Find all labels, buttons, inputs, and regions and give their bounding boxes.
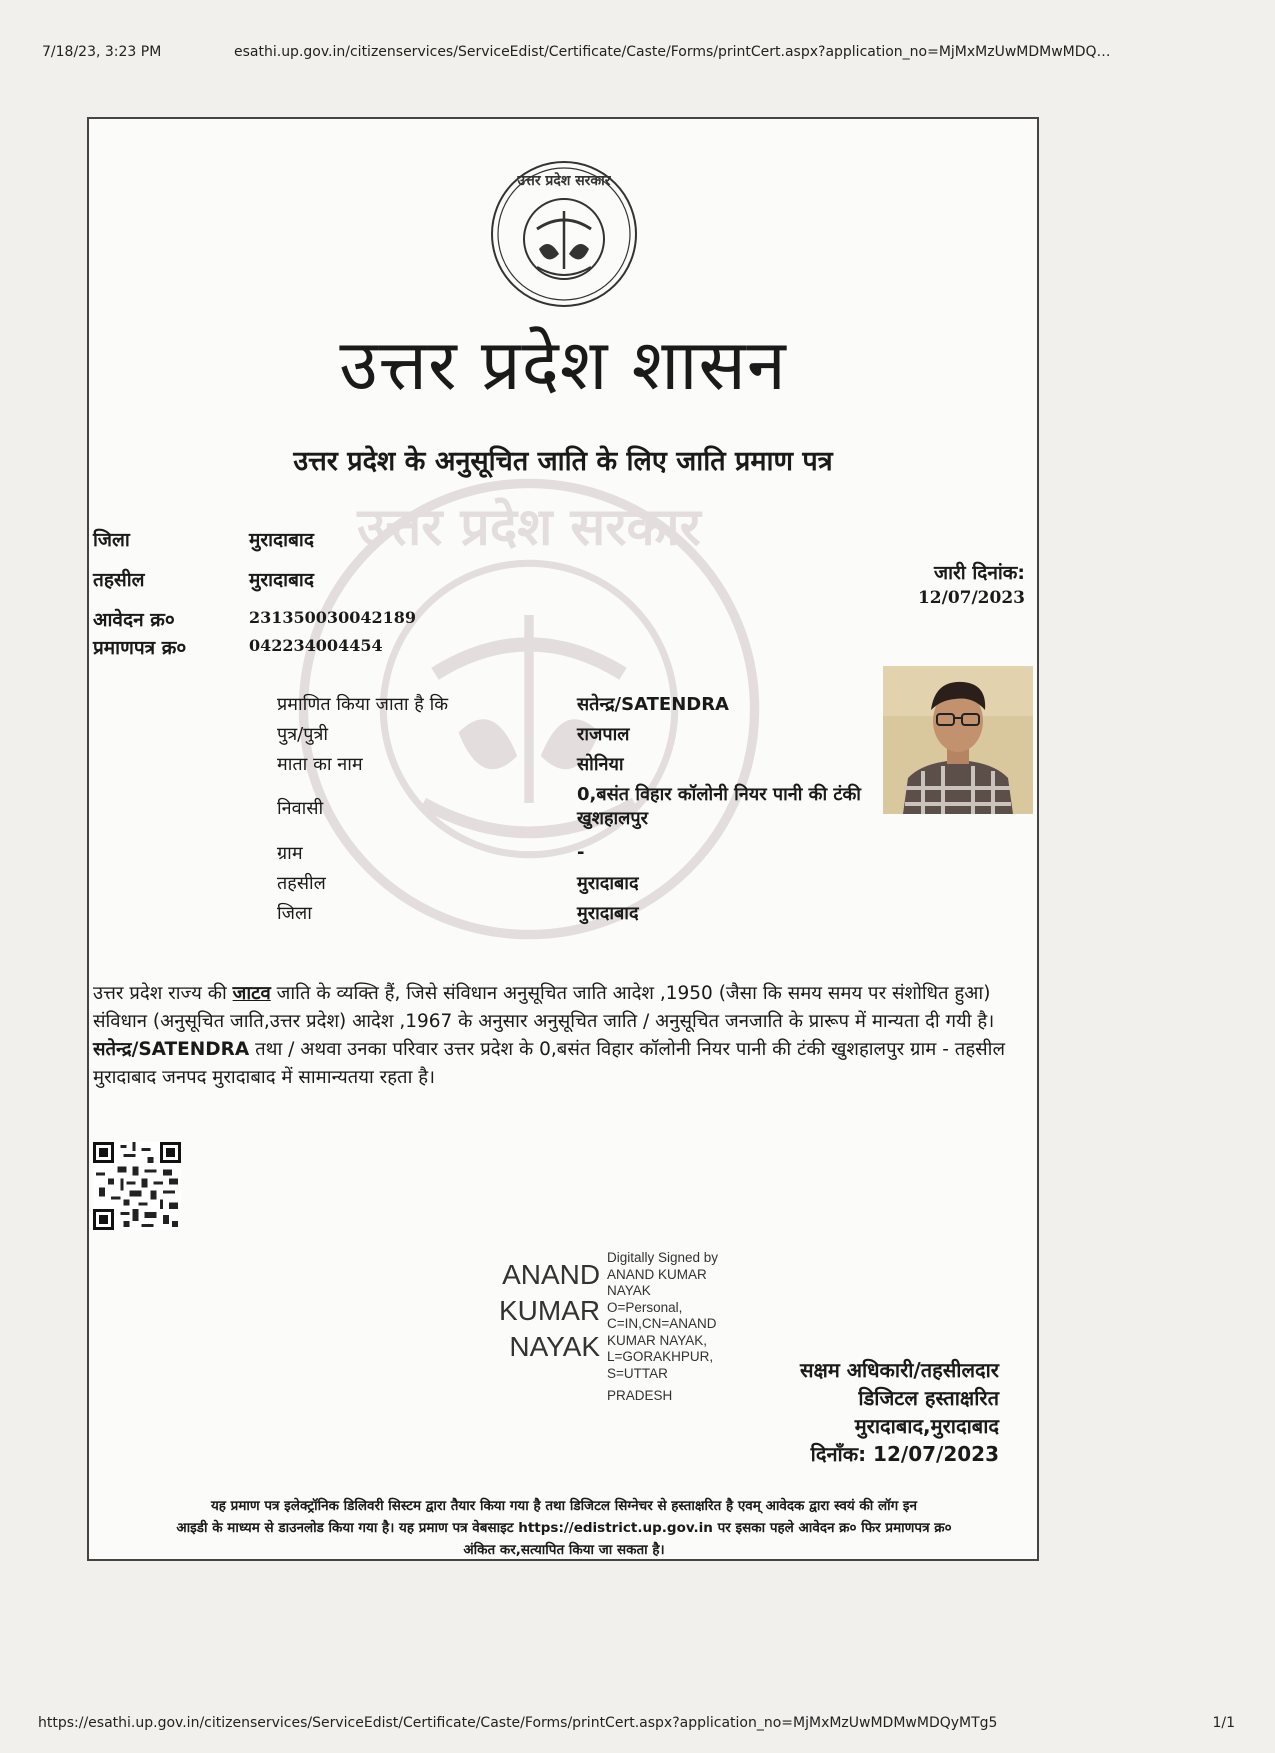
document-title: उत्तर प्रदेश शासन xyxy=(339,324,787,406)
signature-detail-line: Digitally Signed by xyxy=(607,1250,719,1265)
detail-district-label: जिला xyxy=(277,903,312,924)
detail-district-value: मुरादाबाद xyxy=(577,903,639,924)
signature-detail-line: L=GORAKHPUR, xyxy=(607,1349,714,1364)
detail-tehsil-label: तहसील xyxy=(277,873,326,894)
resident-address: 0,बसंत विहार कॉलोनी नियर पानी की टंकी खुशहालपुर xyxy=(577,784,861,829)
signature-detail-line: KUMAR NAYAK, xyxy=(607,1332,708,1348)
village-value: - xyxy=(577,842,585,863)
paragraph-text-2: जाति के व्यक्ति हैं, जिसे संविधान अनुसूचित जाति आदेश ,1950 (जैसा कि समय समय पर संशोधित हुआ) संविधान (अनुसूचित जाति,उत्तर प्रदेश) आदेश ,1967 के अनुसार अनुसूचित जाति / अनुसूचित जनजाति के प्रारूप में मान्यता दी गयी है। xyxy=(93,983,995,1032)
certificate-no-label: प्रमाणपत्र क्र० xyxy=(93,637,187,659)
application-no-label: आवेदन क्र० xyxy=(93,609,175,631)
signature-name-line: ANAND xyxy=(502,1259,601,1290)
qr-code[interactable] xyxy=(93,1142,181,1230)
issue-date-label: जारी दिनांक: xyxy=(934,562,1025,584)
authority-location: मुरादाबाद,मुरादाबाद xyxy=(854,1414,999,1438)
digital-signature-details xyxy=(607,1250,747,1405)
signature-detail-line: ANAND KUMAR xyxy=(607,1266,707,1282)
document-subtitle: उत्तर प्रदेश के अनुसूचित जाति के लिए जाति प्रमाण पत्र xyxy=(293,446,833,477)
signature-detail-line: C=IN,CN=ANAND xyxy=(607,1316,717,1331)
signature-name-line: KUMAR xyxy=(499,1295,601,1326)
print-datetime: 7/18/23, 3:23 PM xyxy=(42,44,162,60)
resident-label: निवासी xyxy=(277,798,324,819)
digital-signature-name xyxy=(499,1257,600,1365)
watermark-text: उत्तर प्रदेश सरकार xyxy=(357,497,701,558)
holder-name: सतेन्द्र/SATENDRA xyxy=(577,694,729,715)
up-government-emblem-icon xyxy=(489,159,639,309)
district-label: जिला xyxy=(93,529,130,551)
emblem-text: उत्तर प्रदेश सरकार xyxy=(517,173,611,189)
issuing-authority xyxy=(800,1356,999,1468)
paragraph-text-3: तथा / अथवा उनका परिवार उत्तर प्रदेश के 0,बसंत विहार कॉलोनी नियर पानी की टंकी खुशहालपुर ग्राम - तहसील मुरादाबाद जनपद मुरादाबाद में सामान्यतया रहता है। xyxy=(93,1039,1005,1088)
certificate-no-value: 042234004454 xyxy=(249,636,383,655)
footer-url: https://esathi.up.gov.in/citizenservices/ServiceEdist/Certificate/Caste/Forms/printCert.aspx?application_no=MjMxMzUwMDMwMDQyMTg5 xyxy=(38,1715,998,1731)
parent-label: पुत्र/पुत्री xyxy=(277,724,329,745)
district-value: मुरादाबाद xyxy=(249,529,314,551)
verification-notice xyxy=(99,1495,1029,1561)
authority-signed: डिजिटल हस्ताक्षरित xyxy=(858,1386,999,1410)
mother-label: माता का नाम xyxy=(277,754,363,775)
signature-detail-line: S=UTTAR xyxy=(607,1365,668,1381)
detail-tehsil-value: मुरादाबाद xyxy=(577,873,639,894)
mother-name: सोनिया xyxy=(577,754,624,775)
father-name: राजपाल xyxy=(577,724,630,745)
issue-date-value: 12/07/2023 xyxy=(917,588,1025,608)
certificate xyxy=(87,117,1039,1561)
authority-date: दिनाँक: 12/07/2023 xyxy=(810,1442,999,1466)
applicant-photo xyxy=(883,666,1033,814)
paragraph-holder-name: सतेन्द्र/SATENDRA xyxy=(93,1039,250,1060)
caste-name: जाटव xyxy=(232,983,271,1004)
signature-name-line: NAYAK xyxy=(509,1331,601,1362)
tehsil-value: मुरादाबाद xyxy=(249,569,314,591)
signature-detail-line: NAYAK xyxy=(607,1283,651,1298)
application-no-value: 231350030042189 xyxy=(249,608,416,627)
tehsil-label: तहसील xyxy=(93,569,145,591)
paragraph-text-1: उत्तर प्रदेश राज्य की xyxy=(93,983,233,1004)
notice-line: यह प्रमाण पत्र इलेक्ट्रॉनिक डिलिवरी सिस्टम द्वारा तैयार किया गया है तथा डिजिटल सिग्नेचर से हस्ताक्षरित है एवम् आवेदक द्वारा स्वयं की लॉग इन xyxy=(210,1498,918,1514)
certify-label: प्रमाणित किया जाता है कि xyxy=(277,694,449,715)
signature-detail-line: O=Personal, xyxy=(607,1299,683,1315)
signature-detail-line: PRADESH xyxy=(607,1388,673,1403)
notice-line: अंकित कर,सत्यापित किया जा सकता है। xyxy=(463,1542,665,1558)
village-label: ग्राम xyxy=(277,843,303,864)
authority-designation: सक्षम अधिकारी/तहसीलदार xyxy=(799,1358,999,1382)
certification-paragraph xyxy=(93,980,1033,1092)
page-count: 1/1 xyxy=(1212,1715,1235,1731)
notice-line: आइडी के माध्यम से डाउनलोड किया गया है। यह प्रमाण पत्र वेबसाइट https://edistrict.up.gov.in पर इसका पहले आवेदन क्र० फिर प्रमाणपत्र क्र० xyxy=(176,1520,952,1536)
print-url: esathi.up.gov.in/citizenservices/ServiceEdist/Certificate/Caste/Forms/printCert.aspx?application_no=MjMxMzUwMDMwMDQ… xyxy=(234,44,1111,60)
